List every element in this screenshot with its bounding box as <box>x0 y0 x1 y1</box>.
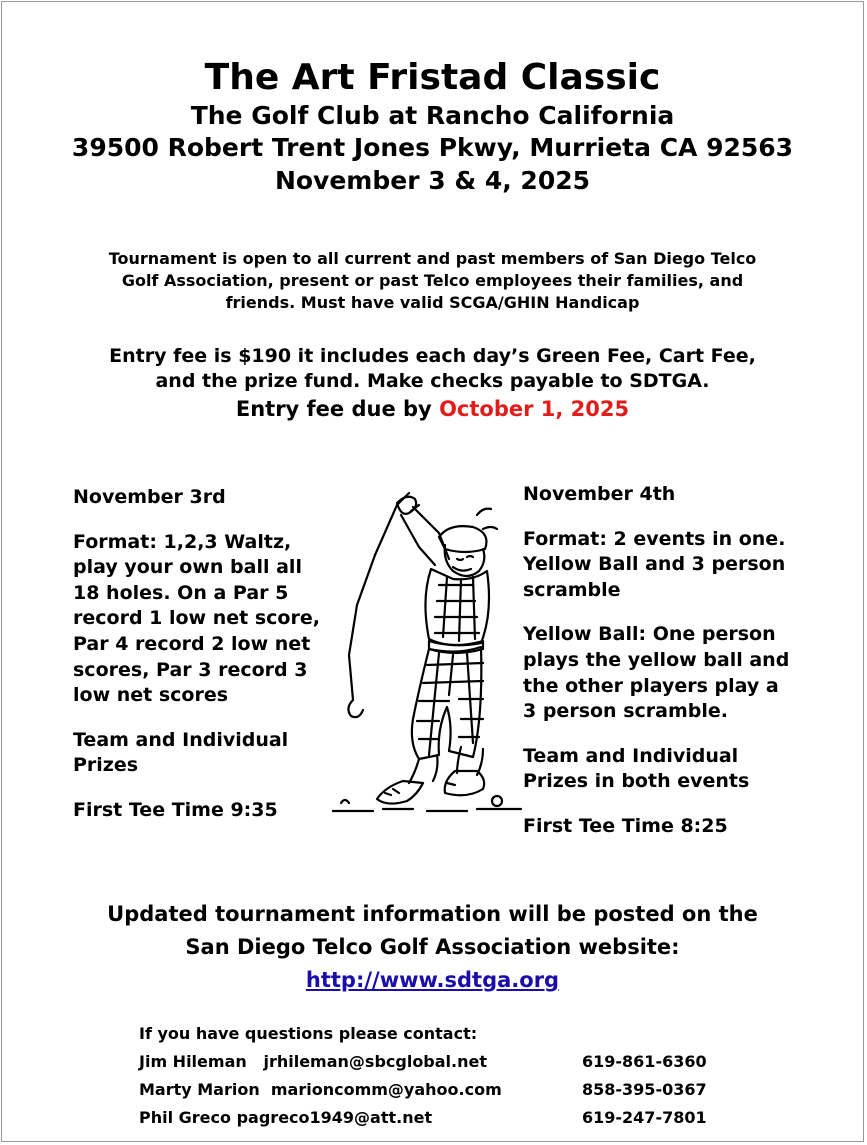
page-title: The Art Fristad Classic <box>204 57 661 98</box>
day1-column <box>73 485 343 843</box>
day2-yellow-line: 3 person scramble. <box>523 700 728 723</box>
contact-name: Phil Greco <box>139 1108 232 1127</box>
day2-format <box>523 527 823 604</box>
website-link-row <box>2 965 863 995</box>
eligibility-text <box>2 248 863 314</box>
update-notice-line: Updated tournament information will be posted on the <box>107 902 758 926</box>
contact-email[interactable]: marioncomm@yahoo.com <box>270 1080 502 1099</box>
day1-tee-time: First Tee Time 9:35 <box>73 798 278 821</box>
day1-prizes-line: Team and Individual <box>73 728 289 751</box>
day2-yellow-line: Yellow Ball: One person <box>523 623 776 646</box>
day1-format-line: record 1 low net score, <box>73 607 320 630</box>
day2-format-line: Format: 2 events in one. <box>523 527 786 550</box>
day1-format-line: scores, Par 3 record 3 <box>73 658 308 681</box>
flyer-page <box>1 1 864 1142</box>
eligibility-line: Tournament is open to all current and past members of San Diego Telco <box>108 249 757 268</box>
contact-row <box>139 1104 707 1132</box>
day2-prizes-line: Team and Individual <box>523 744 739 767</box>
day1-format <box>73 530 343 709</box>
day1-format-line: low net scores <box>73 684 229 707</box>
day1-format-line: play your own ball all <box>73 556 302 579</box>
entry-fee-line: Entry fee is $190 it includes each day’s Green Fee, Cart Fee, <box>109 345 756 367</box>
contact-phone: 619-247-7801 <box>582 1108 707 1127</box>
eligibility-line: friends. Must have valid SCGA/GHIN Handicap <box>225 293 640 312</box>
contact-email[interactable]: pagreco1949@att.net <box>236 1108 433 1127</box>
day2-format-line: scramble <box>523 578 621 601</box>
entry-fee-line: and the prize fund. Make checks payable to SDTGA. <box>155 370 710 392</box>
contact-phone: 858-395-0367 <box>582 1080 707 1099</box>
day2-heading: November 4th <box>523 483 676 505</box>
contact-name: Marty Marion <box>139 1080 260 1099</box>
fee-due-label: Entry fee due by <box>235 397 440 421</box>
website-link[interactable]: http://www.sdtga.org <box>305 968 560 992</box>
event-dates: November 3 & 4, 2025 <box>274 166 591 195</box>
venue-address: 39500 Robert Trent Jones Pkwy, Murrieta CA 92563 <box>71 133 794 162</box>
day2-yellow-ball <box>523 622 823 724</box>
day1-format-line: Format: 1,2,3 Waltz, <box>73 530 292 553</box>
day2-yellow-line: plays the yellow ball and <box>523 648 790 671</box>
contact-phone: 619-861-6360 <box>582 1052 707 1071</box>
day1-heading: November 3rd <box>73 486 226 508</box>
contact-row <box>139 1076 707 1104</box>
fee-due-date: October 1, 2025 <box>439 397 630 421</box>
update-notice-line: San Diego Telco Golf Association website: <box>185 935 680 959</box>
day1-prizes-line: Prizes <box>73 754 139 777</box>
contacts-heading: If you have questions please contact: <box>139 1024 478 1043</box>
contact-email[interactable]: jrhileman@sbcglobal.net <box>263 1052 488 1071</box>
day2-tee-time: First Tee Time 8:25 <box>523 814 728 837</box>
day2-prizes <box>523 744 823 795</box>
day1-format-line: Par 4 record 2 low net <box>73 632 311 655</box>
update-notice <box>2 898 863 964</box>
day1-format-line: 18 holes. On a Par 5 <box>73 581 289 604</box>
fee-due-line <box>2 395 863 423</box>
entry-fee-text <box>2 344 863 394</box>
day2-column <box>523 482 823 859</box>
contact-row <box>139 1048 707 1076</box>
contacts-section <box>139 1020 707 1132</box>
venue-name: The Golf Club at Rancho California <box>190 101 675 130</box>
contact-name: Jim Hileman <box>139 1052 247 1071</box>
day2-prizes-line: Prizes in both events <box>523 770 750 793</box>
day1-prizes <box>73 728 343 779</box>
eligibility-line: Golf Association, present or past Telco employees their families, and <box>121 271 744 290</box>
golfer-illustration-icon <box>327 485 527 820</box>
day2-yellow-line: the other players play a <box>523 674 779 697</box>
day2-format-line: Yellow Ball and 3 person <box>523 553 786 576</box>
